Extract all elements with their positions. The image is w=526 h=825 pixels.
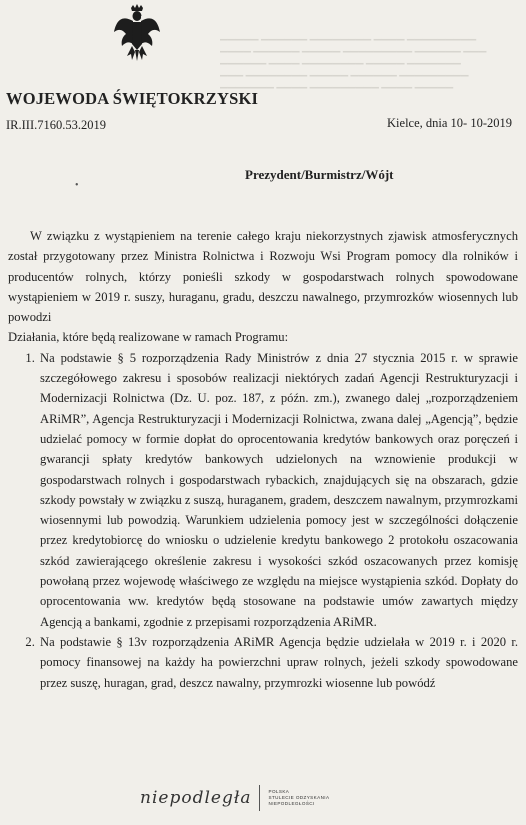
letter-body	[8, 226, 518, 693]
intro-paragraph: W związku z wystąpieniem na terenie całego kraju niekorzystnych zjawisk atmosferycznych został przygotowany przez Ministra Rolnictwa i Rozwoju Wsi Program pomocy dla rolników i producentów rolnych, którzy ponieśli szkody w gospodarstwach rolnych spowodowane wystąpieniem w 2019 r. suszy, huraganu, gradu, deszczu nawalnego, przymrozków wiosennych lub powodzi	[8, 229, 518, 325]
tagline-line: STULECIE ODZYSKANIA	[268, 795, 330, 800]
bleed-through-decoration: ▁▁▁▁▁ ▁▁▁▁▁▁ ▁▁▁▁▁▁▁▁ ▁▁▁▁ ▁▁▁▁▁▁▁▁▁ ▁▁▁▁ ▁▁▁▁▁▁ ▁▁▁▁▁ ▁▁▁▁▁▁▁▁▁ ▁▁▁▁▁▁ ▁▁▁ ▁▁▁▁▁▁ ▁▁▁▁ ▁▁▁▁▁▁▁▁ ▁▁▁▁▁ ▁▁▁▁▁▁▁ ▁▁▁ ▁▁▁▁▁▁▁▁ ▁▁▁▁▁ ▁▁▁▁▁▁ ▁▁▁▁▁▁▁▁▁ ▁▁▁▁▁▁▁ ▁▁▁▁ ▁▁▁▁▁▁▁▁▁ ▁▁▁▁ ▁▁▁▁▁	[220, 30, 487, 89]
tagline-line: POLSKA	[268, 789, 290, 794]
niepodlegla-logo: niepodległa	[140, 788, 252, 808]
list-item: 1. Na podstawie § 5 rozporządzenia Rady Ministrów z dnia 27 stycznia 2015 r. w sprawie szczegółowego zakresu i sposobów realizacji niektórych zadań Agencji Restrukturyzacji i Modernizacji Rolnictwa (Dz. U. poz. 187, z późn. zm.), zwanego dalej „rozporządzeniem ARiMR”, Agencja Restrukturyzacji i Modernizacji Rolnictwa, zwana dalej „Agencją”, będzie udzielać pomocy w formie dopłat do oprocentowania kredytów bankowych oraz poręczeń i gwarancji spłaty kredytów bankowych udzielonych na wznowienie produkcji w gospodarstwach rolnych i gospodarstwach rybackich, znajdujących się na obszarach, gdzie szkody powstały w związku z suszą, huraganem, gradem, deszczem nawalnym, przymrozkami wiosennymi lub powodzią. Warunkiem udzielenia pomocy jest w szczególności dołączenie przez kredytobiorcę do wniosku o udzielenie kredytu bankowego 2 protokołu oszacowania szkód zawierającego określenie zakresu i wysokości szkód oszacowanych przez komisję powołaną przez wojewodę właściwego ze względu na miejsce wystąpienia szkód. Dopłaty do oprocentowania ww. kredytów będą stosowane na podstawie umów zawartych między Agencją a bankami, zgodnie z przepisami rozporządzenia ARiMR.	[38, 348, 518, 632]
reference-number: IR.III.7160.53.2019	[6, 118, 106, 132]
document-date: Kielce, dnia 10- 10-2019	[387, 116, 512, 130]
actions-intro: Działania, które będą realizowane w ramach Programu:	[8, 330, 289, 345]
polish-eagle-emblem-icon	[113, 4, 161, 62]
bullet-dot: •	[75, 180, 79, 191]
tagline-line: NIEPODLEGŁOŚCI	[268, 801, 315, 806]
logo-tagline	[268, 789, 329, 807]
footer-logo	[140, 785, 329, 811]
list-item: 2. Na podstawie § 13v rozporządzenia ARiMR Agencja będzie udzielała w 2019 r. i 2020 r. pomocy finansowej na każdy ha powierzchni upraw rolnych, jeżeli szkody spowodowane przez suszę, huragan, grad, deszcz nawalny, przymrozki wiosenne lub powódź	[38, 632, 518, 693]
authority-title: WOJEWODA ŚWIĘTOKRZYSKI	[6, 89, 259, 108]
actions-list	[8, 348, 518, 693]
addressee: Prezydent/Burmistrz/Wójt	[245, 167, 394, 182]
logo-divider	[259, 785, 260, 811]
